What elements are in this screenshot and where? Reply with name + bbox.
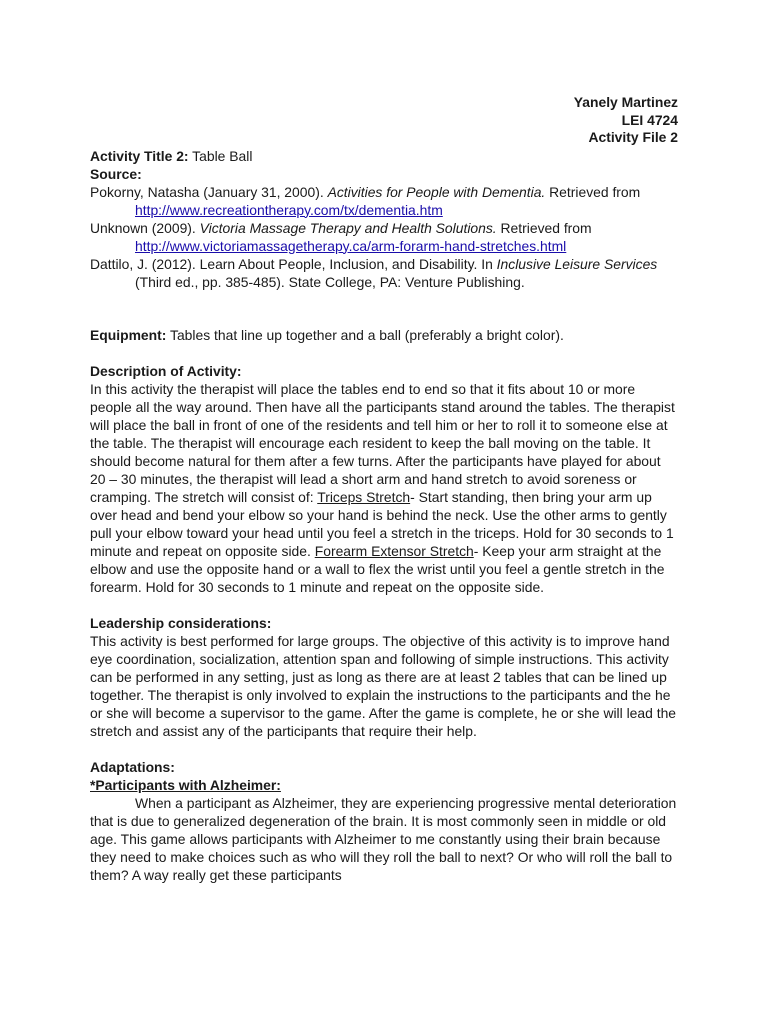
source-heading: Source: [90, 165, 142, 182]
reference-text: Retrieved from [496, 219, 592, 236]
description-text: In this activity the therapist will place the tables end to end so that it fits about 10 or more people all the way around. Then have all the participants stand around the tables. The therapist will place the ball in front of one of the residents and tell him or her to roll it to someone else at the table. The therapist will encourage each resident to keep the ball moving on the table. It should become natural for them after a few turns. After the participants have played for about 20 – 30 minutes, the therapist will lead a short arm and hand stretch to avoid soreness or cramping. The stretch will consist of: [90, 380, 675, 505]
reference-link[interactable]: http://www.recreationtherapy.com/tx/dementia.htm [135, 201, 443, 218]
spacer [90, 740, 678, 758]
leadership-heading: Leadership considerations: [90, 614, 272, 631]
author-name: Yanely Martinez [573, 94, 678, 110]
triceps-stretch-label: Triceps Stretch [317, 488, 411, 505]
description-heading: Description of Activity: [90, 362, 242, 379]
description-text: - Keep your arm straight at the elbow and use the opposite hand or a wall to flex the wrist until you feel a gentle stretch in the forearm. Hold for 30 seconds to 1 minute and repeat on the opposite side. [90, 542, 665, 595]
alzheimer-subheading: *Participants with Alzheimer: [90, 776, 281, 793]
reference-text: (Third ed., pp. 385-485). State College, PA: Venture Publishing. [135, 273, 525, 290]
document-header [90, 94, 678, 147]
reference-text: Pokorny, Natasha (January 31, 2000). [90, 183, 328, 200]
forearm-stretch-label: Forearm Extensor Stretch [314, 542, 474, 559]
reference-title: Inclusive Leisure Services [496, 255, 658, 272]
reference-item [90, 219, 678, 255]
reference-text: Dattilo, J. (2012). Learn About People, Inclusion, and Disability. In [90, 255, 497, 272]
reference-title: Activities for People with Dementia. [327, 183, 546, 200]
equipment-text: Tables that line up together and a ball (preferably a bright color). [166, 326, 564, 343]
adaptations-heading: Adaptations: [90, 758, 175, 775]
spacer [90, 291, 678, 326]
course-code: LEI 4724 [621, 111, 678, 128]
equipment-paragraph [90, 326, 678, 344]
leadership-paragraph: This activity is best performed for large groups. The objective of this activity is to improve hand eye coordination, socialization, attention span and following of simple instructions. This activity can be performed in any setting, just as long as there are at least 2 tables that can be lined up together. The therapist is only involved to explain the instructions to the participants and the he or she will become a supervisor to the game. After the game is complete, he or she will lead the stretch and assist any of the participants that require their help. [90, 632, 677, 739]
activity-title-value: Table Ball [192, 147, 253, 164]
activity-title [90, 147, 678, 165]
file-label: Activity File 2 [588, 129, 678, 145]
description-text: - Start standing, then bring your arm up over head and bend your elbow so your hand is behind the neck. Use the other arms to gently pull your elbow toward your head until you feel a stretch in the triceps. Hold for 30 seconds to 1 minute and repeat on opposite side. [90, 488, 674, 559]
spacer [90, 596, 678, 614]
reference-text: Retrieved from [545, 183, 641, 200]
equipment-label: Equipment: [90, 326, 167, 343]
reference-item [90, 183, 678, 219]
alzheimer-paragraph: When a participant as Alzheimer, they are experiencing progressive mental deterioration that is due to generalized degeneration of the brain. It is most commonly seen in middle or old age. This game allows participants with Alzheimer to me constantly using their brain because they need to make choices such as who will they roll the ball to next? Or who will roll the ball to them? A way really get these participants [90, 794, 677, 883]
description-paragraph [90, 380, 678, 596]
reference-title: Victoria Massage Therapy and Health Solutions. [199, 219, 497, 236]
spacer [90, 344, 678, 362]
reference-text: Unknown (2009). [90, 219, 200, 236]
reference-link[interactable]: http://www.victoriamassagetherapy.ca/arm-forarm-hand-stretches.html [135, 237, 567, 254]
reference-item [90, 255, 678, 291]
activity-title-label: Activity Title 2: [90, 147, 189, 164]
